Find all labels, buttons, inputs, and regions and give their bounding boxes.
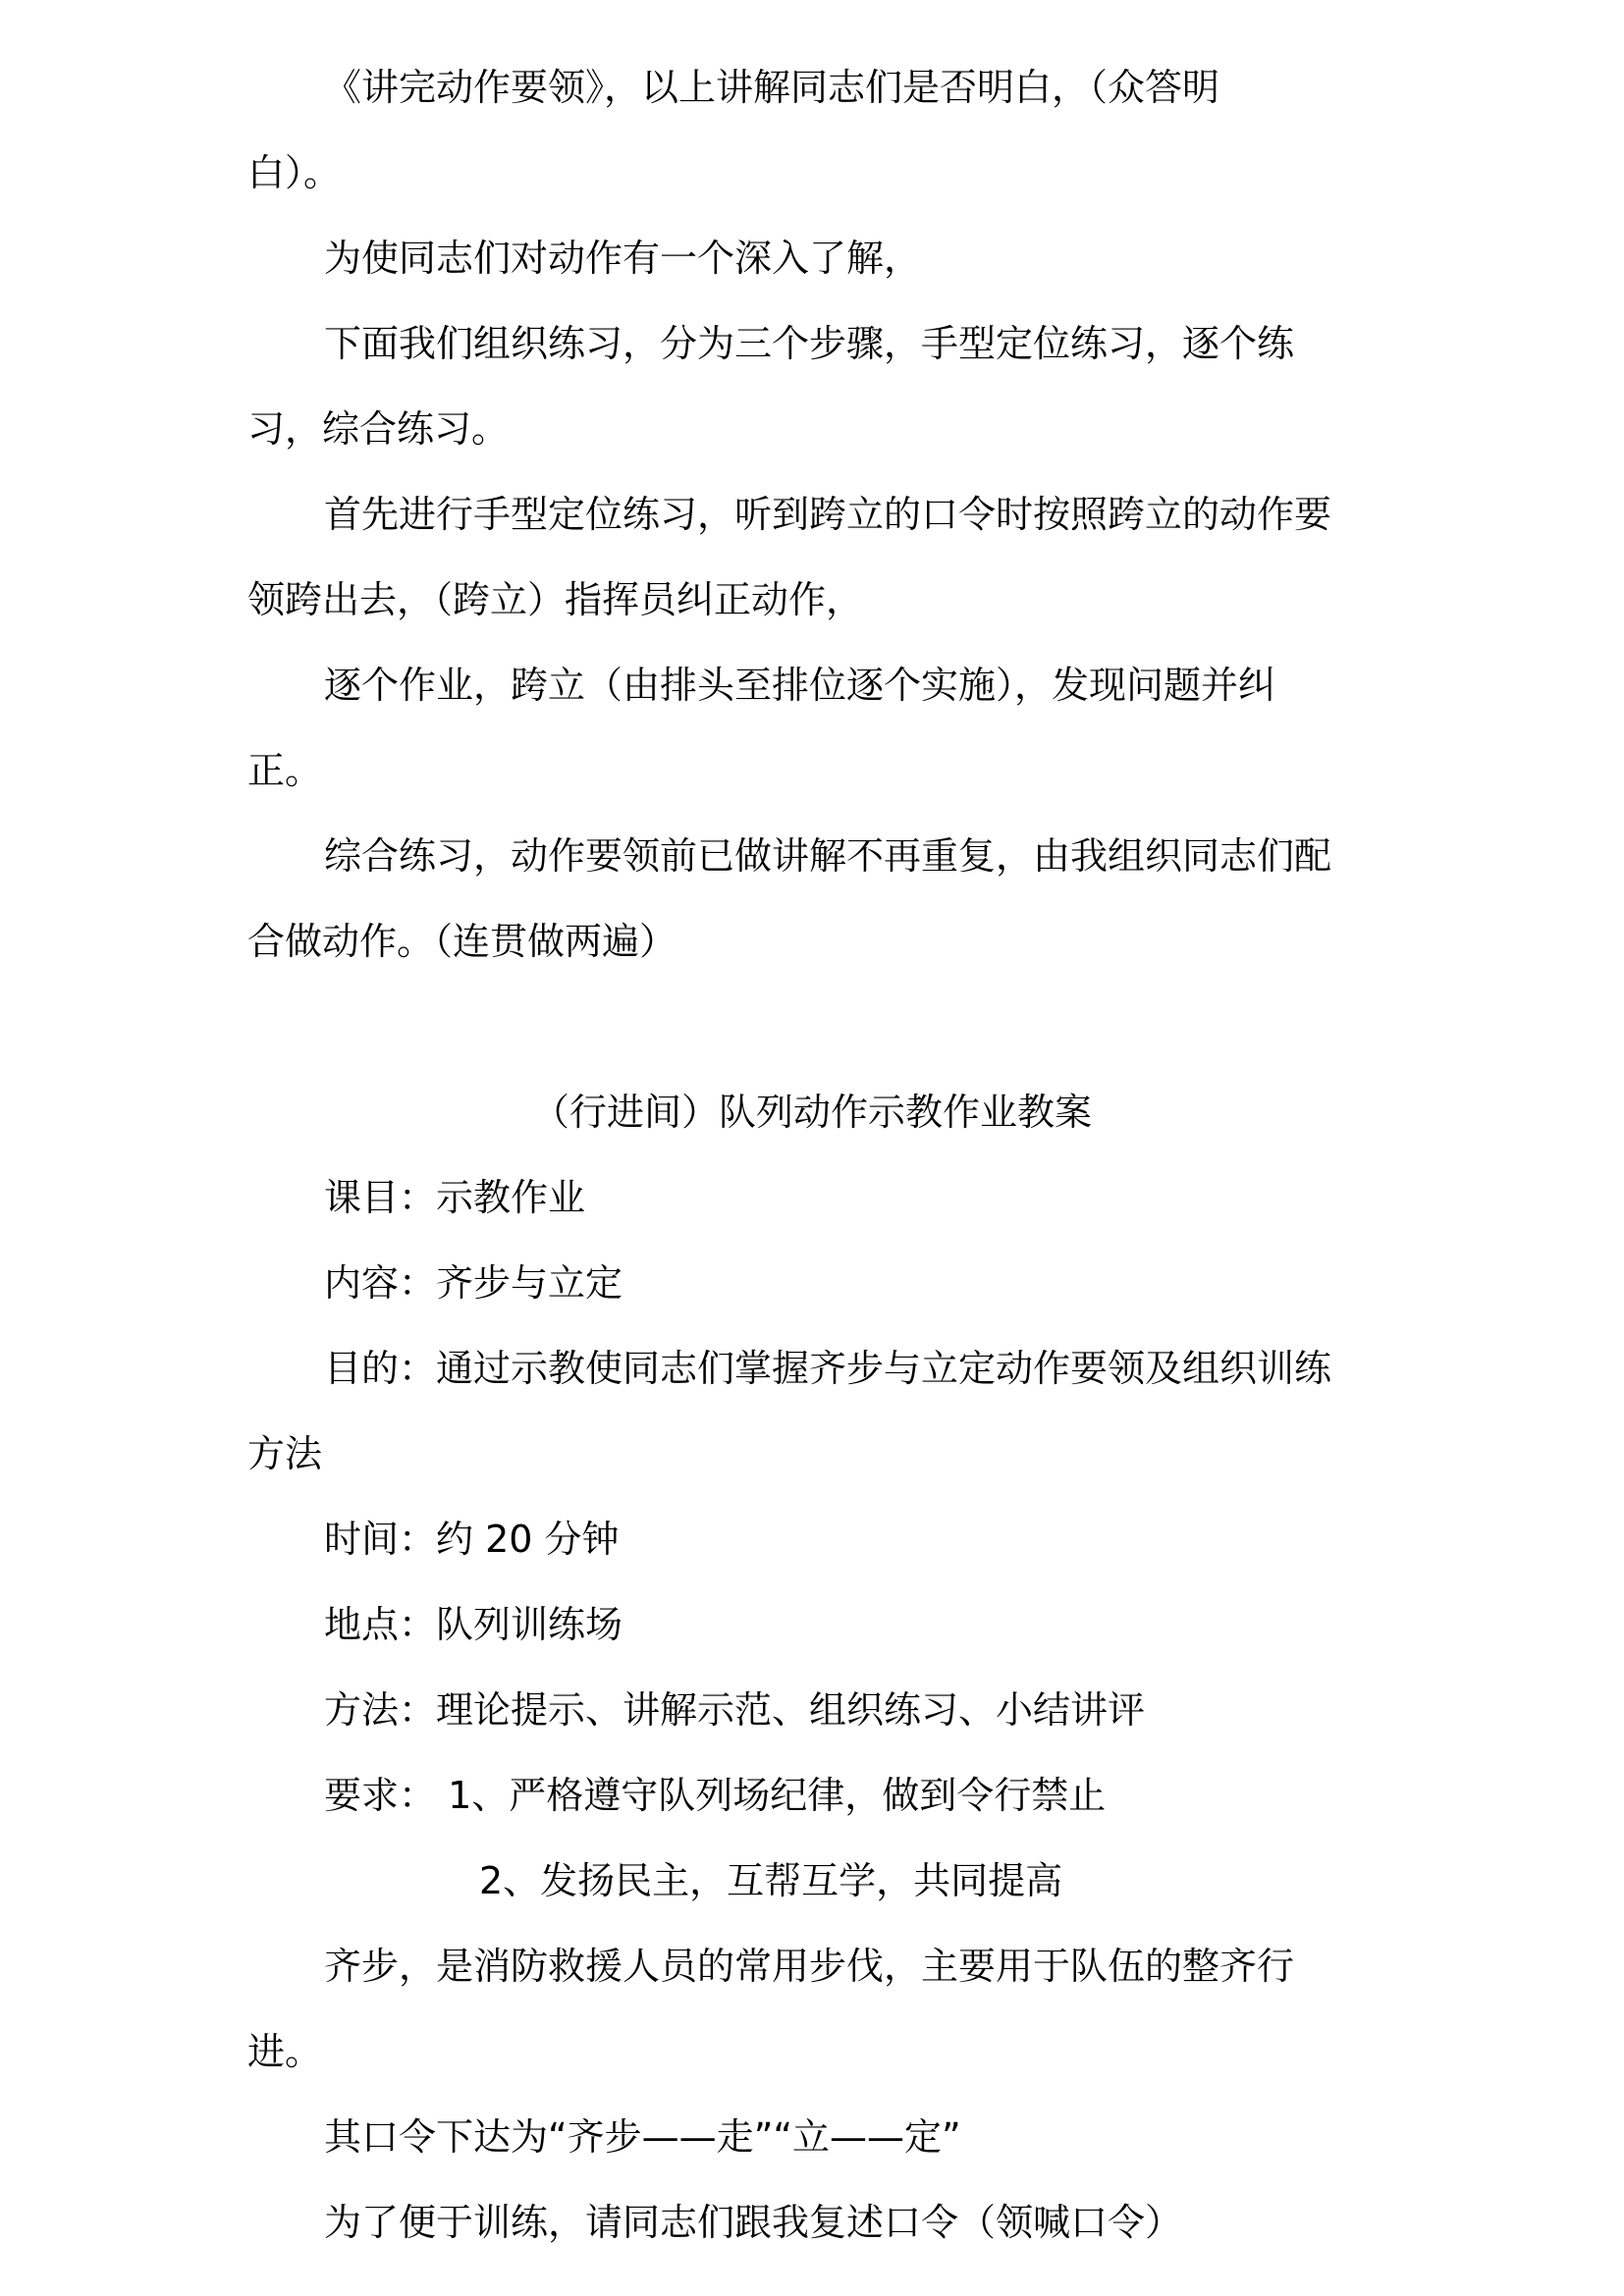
section-title: （行进间）队列动作示教作业教案 [531, 1091, 1092, 1134]
document-page [247, 45, 1377, 2266]
paragraph-line: 逐个作业，跨立（由排头至排位逐个实施），发现问题并纠 [324, 664, 1276, 707]
paragraph-line: 进。 [247, 2030, 323, 2073]
blank-line [247, 985, 1377, 1070]
lesson-location: 地点：队列训练场 [324, 1603, 623, 1646]
paragraph-line: 正。 [247, 749, 323, 792]
lesson-method: 方法：理论提示、讲解示范、组织练习、小结讲评 [324, 1688, 1146, 1732]
lesson-purpose-cont: 方法 [247, 1432, 323, 1475]
paragraph-line: 合做动作。（连贯做两遍） [247, 920, 677, 963]
paragraph-line: 为了便于训练，请同志们跟我复述口令（领喊口令） [324, 2201, 1183, 2244]
paragraph-line: 习，综合练习。 [247, 407, 510, 451]
paragraph-line: 白）。 [247, 151, 342, 194]
paragraph-line: 其口令下达为“齐步——走”“立——定” [324, 2115, 961, 2159]
paragraph-line: 《讲完动作要领》，以上讲解同志们是否明白，（众答明 [324, 66, 1220, 109]
paragraph-line: 为使同志们对动作有一个深入了解， [324, 237, 922, 280]
lesson-requirement-2: 2、发扬民主，互帮互学，共同提高 [479, 1859, 1063, 1902]
paragraph-line: 齐步，是消防救援人员的常用步伐，主要用于队伍的整齐行 [324, 1945, 1295, 1988]
paragraph-line: 领跨出去，（跨立）指挥员纠正动作， [247, 578, 864, 621]
paragraph-line: 首先进行手型定位练习，听到跨立的口令时按照跨立的动作要 [324, 493, 1332, 536]
lesson-subject: 课目：示教作业 [324, 1176, 586, 1219]
lesson-content: 内容：齐步与立定 [324, 1261, 623, 1305]
paragraph-line: 综合练习，动作要领前已做讲解不再重复，由我组织同志们配 [324, 834, 1332, 878]
paragraph-line: 下面我们组织练习，分为三个步骤，手型定位练习，逐个练 [324, 322, 1295, 365]
lesson-requirement-1: 要求： 1、严格遵守队列场纪律，做到令行禁止 [324, 1774, 1107, 1817]
lesson-time: 时间：约 20 分钟 [324, 1518, 620, 1561]
lesson-purpose: 目的：通过示教使同志们掌握齐步与立定动作要领及组织训练 [324, 1347, 1332, 1390]
